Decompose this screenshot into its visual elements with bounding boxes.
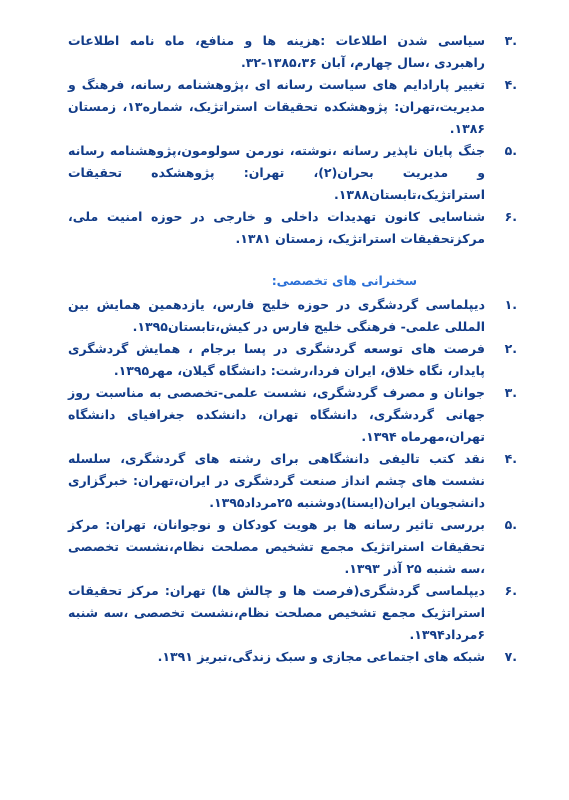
section-heading: سخنرانی های تخصصی:	[271, 273, 417, 288]
item-text: دیپلماسی گردشگری(فرصت ها و چالش ها) تهران: مرکز تحقیقات استراتژیک مجمع تشخیص مصلحت نظام،نشست تخصصی ،سه شنبه ۶مرداد۱۳۹۴.	[68, 583, 485, 642]
references-list	[68, 30, 517, 250]
item-number: ۳.	[504, 385, 517, 400]
item-text: جنگ پایان ناپذیر رسانه ،نوشته، نورمن سولومون،پژوهشنامه رسانه و مدیریت بحران(۲)، تهران: پژوهشکده تحقیقات استراتژیک،تابستان۱۳۸۸.	[68, 143, 485, 202]
item-number: ۱.	[504, 297, 517, 312]
list-item	[68, 74, 517, 140]
list-item	[68, 30, 517, 74]
item-number: ۴.	[504, 451, 517, 466]
document-body	[68, 30, 517, 668]
item-text: شناسایی کانون تهدیدات داخلی و خارجی در حوزه امنیت ملی، مرکزتحقیقات استراتژیک، زمستان ۱۳۸۱.	[68, 209, 485, 246]
item-text: بررسی تاثیر رسانه ها بر هویت کودکان و نوجوانان، تهران: مرکز تحقیقات استراتژیک مجمع تشخیص مصلحت نظام،نشست تخصصی ،سه شنبه ۲۵ آذر ۱۳۹۳.	[68, 517, 485, 576]
list-item	[68, 448, 517, 514]
list-item	[68, 338, 517, 382]
item-number: ۵.	[504, 517, 517, 532]
item-number: ۲.	[504, 341, 517, 356]
item-text: تغییر پارادایم های سیاست رسانه ای ،پژوهشنامه رسانه، فرهنگ و مدیریت،تهران: پژوهشکده تحقیقات استراتژیک، شماره۱۳، زمستان ۱۳۸۶.	[68, 77, 485, 136]
item-text: شبکه های اجتماعی مجازی و سبک زندگی،تبریز ۱۳۹۱.	[157, 649, 485, 664]
list-item	[68, 646, 517, 668]
item-number: ۶.	[504, 209, 517, 224]
item-text: دیپلماسی گردشگری در حوزه خلیج فارس، یازدهمین همایش بین المللی علمی- فرهنگی خلیج فارس در کیش،تابستان۱۳۹۵.	[68, 297, 485, 334]
item-text: سیاسی شدن اطلاعات :هزینه ها و منافع، ماه نامه اطلاعات راهبردی ،سال چهارم، آبان ۱۳۸۵،۳۶-۳۲.	[68, 33, 485, 70]
list-item	[68, 514, 517, 580]
list-item	[68, 294, 517, 338]
list-item	[68, 206, 517, 250]
item-number: ۴.	[504, 77, 517, 92]
item-number: ۵.	[504, 143, 517, 158]
item-number: ۶.	[504, 583, 517, 598]
list-item	[68, 140, 517, 206]
lectures-list	[68, 294, 517, 668]
item-text: نقد کتب تالیفی دانشگاهی برای رشته های گردشگری، سلسله نشست های چشم انداز صنعت گردشگری در ایران،تهران: خبرگزاری دانشجویان ایران(ایسنا)دوشنبه ۲۵مرداد۱۳۹۵.	[68, 451, 485, 510]
list-item	[68, 580, 517, 646]
item-text: فرصت های توسعه گردشگری در پسا برجام ، همایش گردشگری پایدار، نگاه خلاق، ایران فردا،رشت: دانشگاه گیلان، مهر۱۳۹۵.	[68, 341, 485, 378]
item-text: جوانان و مصرف گردشگری، نشست علمی-تخصصی به مناسبت روز جهانی گردشگری، دانشگاه تهران، دانشکده جغرافیای دانشگاه تهران،مهرماه ۱۳۹۴.	[68, 385, 485, 444]
item-number: ۷.	[504, 649, 517, 664]
item-number: ۳.	[504, 33, 517, 48]
list-item	[68, 382, 517, 448]
